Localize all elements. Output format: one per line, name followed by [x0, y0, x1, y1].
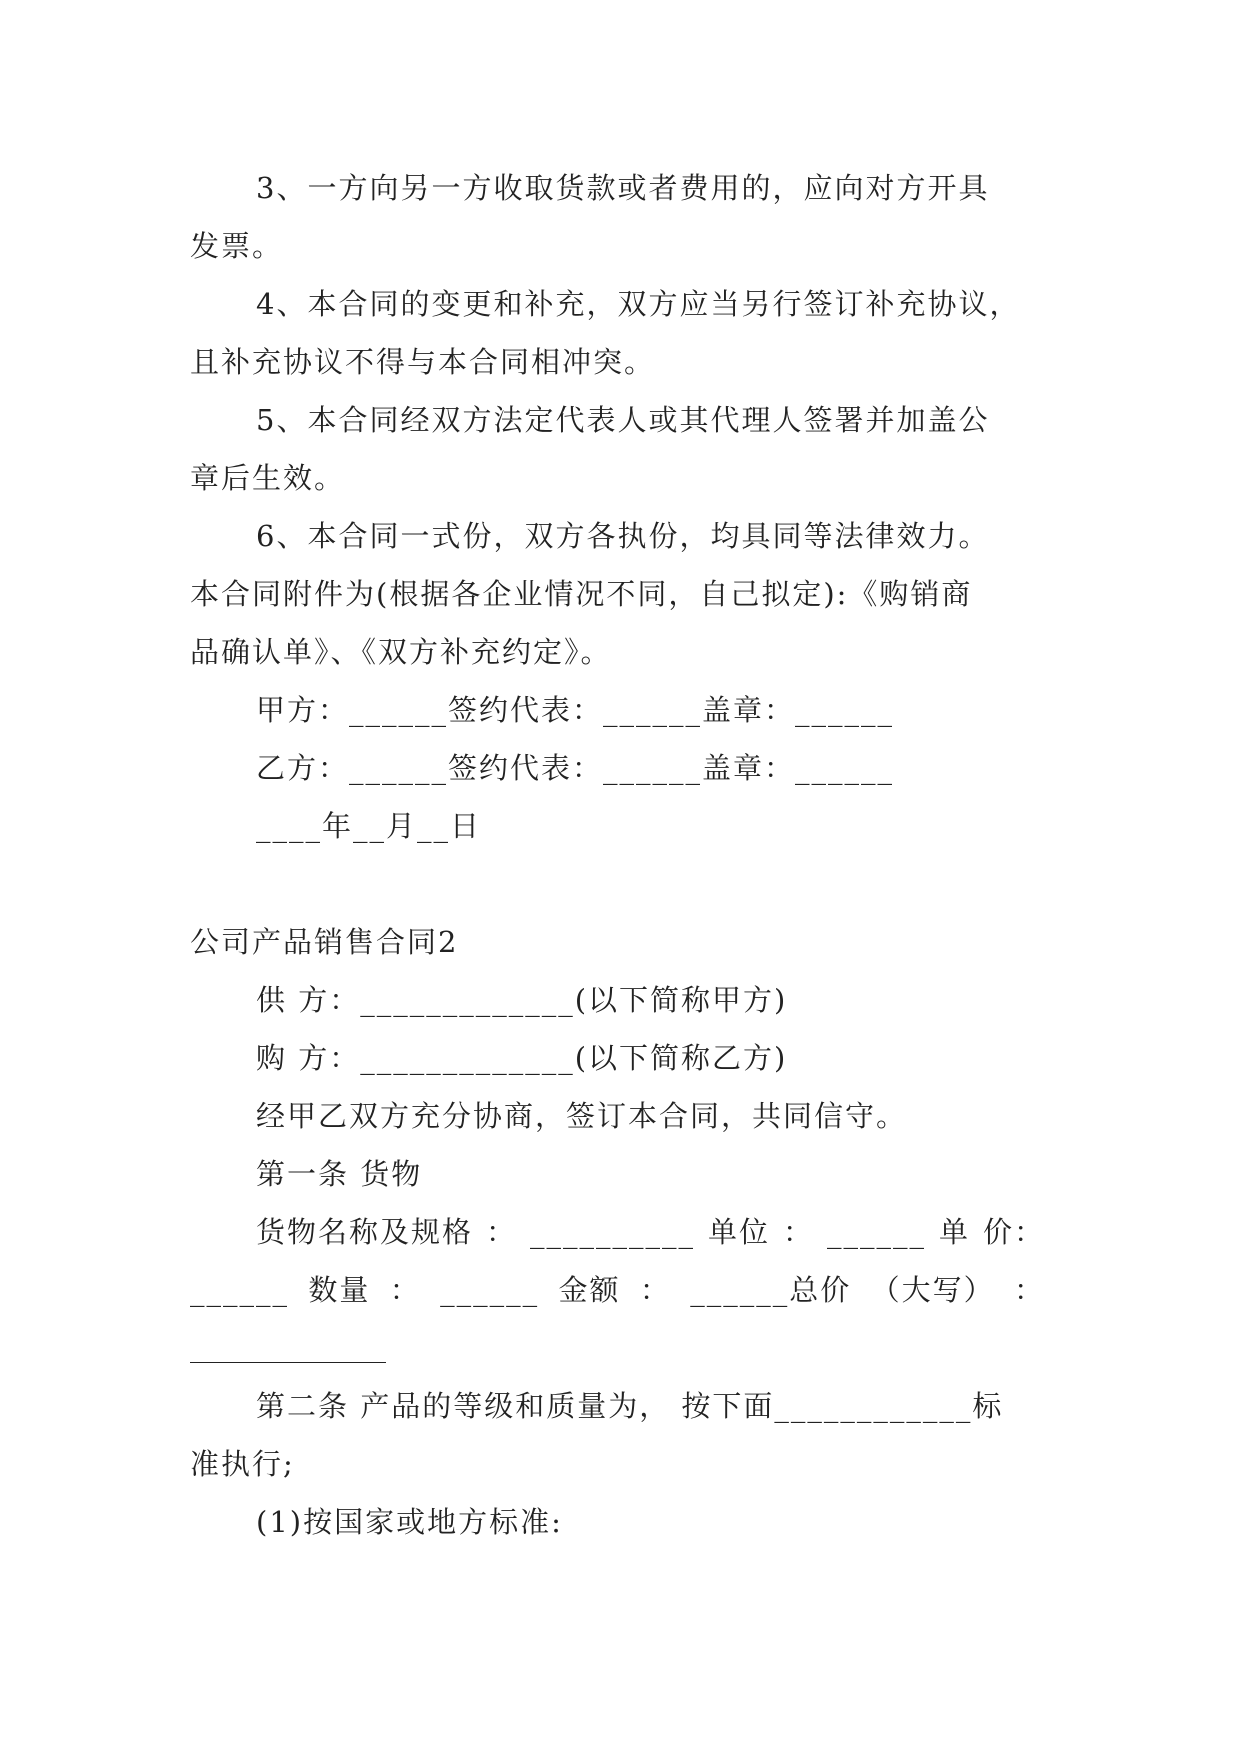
- attachment-line-2: 品确认单》、《双方补充约定》。: [190, 635, 612, 669]
- goods-name-label: 货物名称及规格: [256, 1215, 474, 1249]
- clause-5-line-1: 5、本合同经双方法定代表人或其代理人签署并加盖公: [256, 403, 990, 437]
- unit-price-label-part-2: 价：: [982, 1215, 1045, 1249]
- quantity-blank: ______: [440, 1273, 540, 1307]
- clause-6-line-1: 6、本合同一式份，双方各执份，均具同等法律效力。: [256, 519, 990, 553]
- buyer-line: 购 方：_____________(以下简称乙方): [256, 1041, 788, 1075]
- amount-label: 金额: [558, 1273, 621, 1307]
- unit-blank: ______: [826, 1215, 926, 1249]
- total-price-blank: [190, 1362, 386, 1363]
- clause-5-line-2: 章后生效。: [190, 461, 346, 495]
- total-price-label: ______总价: [690, 1273, 852, 1307]
- agreement-intro: 经甲乙双方充分协商，签订本合同，共同信守。: [256, 1099, 908, 1133]
- article-2-line-2: 准执行;: [190, 1447, 295, 1481]
- clause-3-line-1: 3、一方向另一方收取货款或者费用的，应向对方开具: [256, 171, 990, 205]
- clause-4-line-1: 4、本合同的变更和补充，双方应当另行签订补充协议，: [256, 287, 1021, 321]
- date-line: ____年__月__日: [256, 809, 482, 843]
- party-a-signature-line: 甲方：______签约代表：______盖章：______: [256, 693, 895, 727]
- unit-price-label-part-1: 单: [938, 1215, 970, 1249]
- uppercase-note: （大写）: [870, 1273, 995, 1307]
- standard-item-1: (1)按国家或地方标准:: [256, 1505, 563, 1539]
- supplier-line: 供 方：_____________(以下简称甲方): [256, 983, 788, 1017]
- colon: ：: [1013, 1273, 1045, 1307]
- unit-price-blank: ______: [190, 1273, 289, 1307]
- goods-spec-line: [256, 1212, 1045, 1252]
- quantity-amount-line: [190, 1270, 1045, 1310]
- colon: ：: [782, 1215, 814, 1249]
- colon: ：: [486, 1215, 518, 1249]
- colon: ：: [389, 1273, 421, 1307]
- clause-3-line-2: 发票。: [190, 229, 284, 263]
- clause-4-line-2: 且补充协议不得与本合同相冲突。: [190, 345, 656, 379]
- contract-title: 公司产品销售合同2: [190, 925, 459, 959]
- unit-label: 单位: [707, 1215, 770, 1249]
- attachment-line-1: 本合同附件为(根据各企业情况不同，自己拟定):《购销商: [190, 577, 973, 611]
- quantity-label: 数量: [308, 1273, 371, 1307]
- party-b-signature-line: 乙方：______签约代表：______盖章：______: [256, 751, 895, 785]
- goods-name-blank: __________: [530, 1215, 695, 1249]
- article-1-heading: 第一条 货物: [256, 1157, 423, 1191]
- colon: ：: [639, 1273, 671, 1307]
- article-2-line-1: 第二条 产品的等级和质量为， 按下面____________标: [256, 1389, 1004, 1423]
